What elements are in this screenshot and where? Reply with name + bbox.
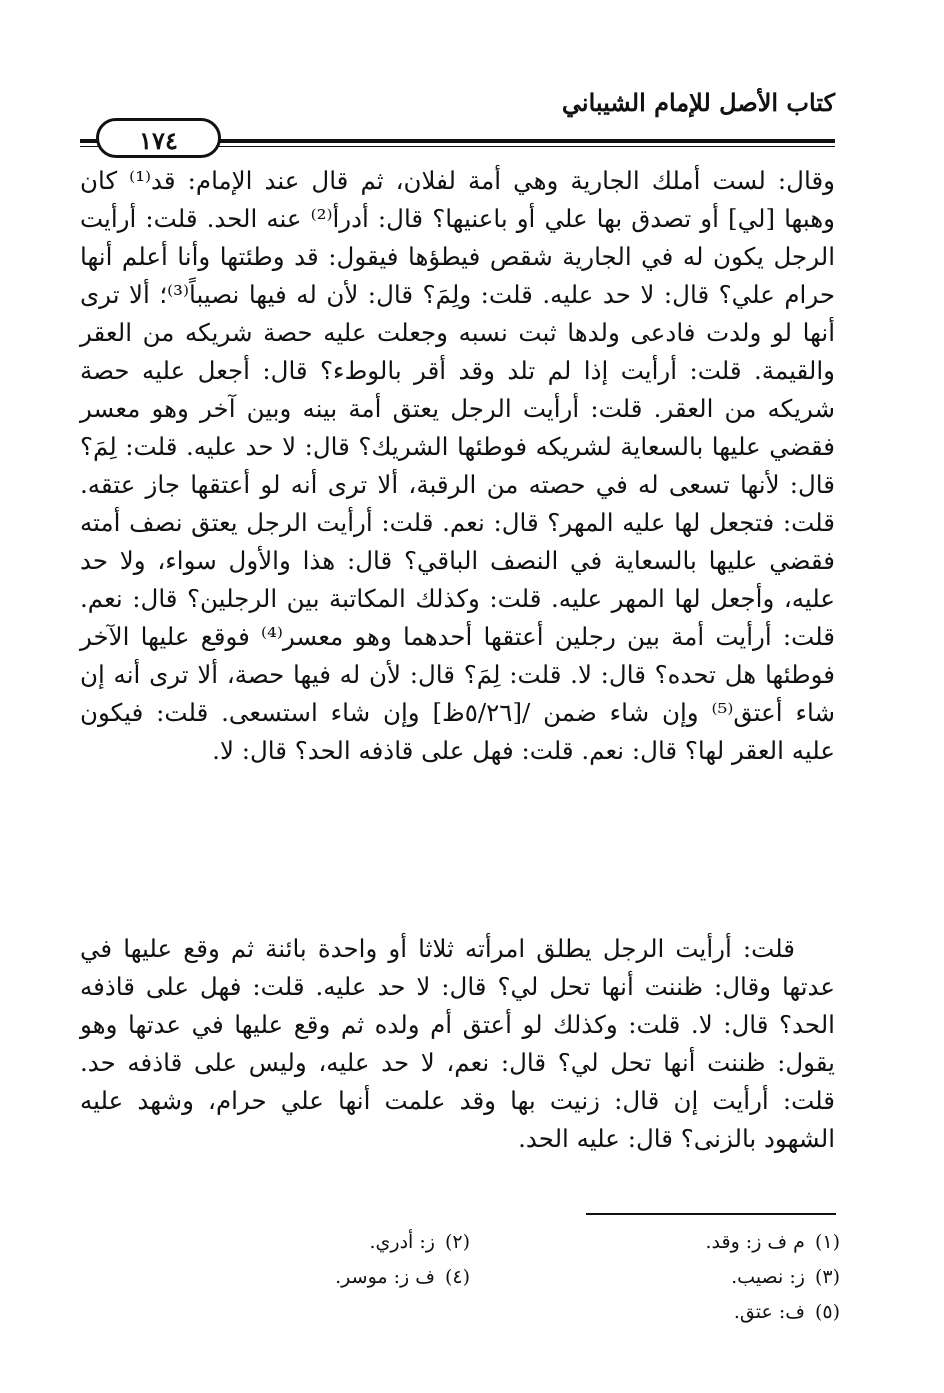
footnote-1 [540, 1225, 840, 1260]
paragraph-2: قلت: أرأيت الرجل يطلق امرأته ثلاثا أو واحدة بائنة ثم وقع عليها في عدتها وقال: ظننت أنها تحل لي؟ قال: لا حد عليه. قلت: فهل على قاذفه الحد؟ قال: لا. قلت: وكذلك لو أعتق أم ولده ثم وقع عليها في عدتها وهو يقول: ظننت أنها تحل لي؟ قال: نعم، لا حد عليه، وليس على قاذفه حد. قلت: أرأيت إن قال: زنيت بها وقد علمت أنها علي حرام، وشهد عليه الشهود بالزنى؟ قال: عليه الحد. [80, 934, 835, 1153]
book-title: كتاب الأصل للإمام الشيباني [561, 88, 835, 117]
page-number: ١٧٤ [96, 118, 221, 158]
footnote-text: ز: نصيب. [731, 1266, 805, 1288]
footnotes-right-column [540, 1225, 840, 1330]
footnote-number: (١) [814, 1231, 840, 1253]
footnote-number: (٣) [814, 1266, 840, 1288]
main-text-block-2 [80, 930, 835, 1158]
footnote-2 [170, 1225, 470, 1260]
paragraph-1: وقال: لست أملك الجارية وهي أمة لفلان، ثم قال عند الإمام: قد⁽¹⁾ كان وهبها [لي] أو تصدق بها علي أو باعنيها؟ قال: أدرأ⁽²⁾ عنه الحد. قلت: أرأيت الرجل يكون له في الجارية شقص فيطؤها فيقول: قد وطئتها وأنا أعلم أنها حرام علي؟ قال: لا حد عليه. قلت: ولِمَ؟ قال: لأن له فيها نصيباً⁽³⁾؛ ألا ترى أنها لو ولدت فادعى ولدها ثبت نسبه وجعلت عليه حصة شريكه من العقر والقيمة. قلت: أرأيت إذا لم تلد وقد أقر بالوطء؟ قال: أجعل عليه حصة شريكه من العقر. قلت: أرأيت الرجل يعتق أمة بينه وبين آخر وهو معسر فقضي عليها بالسعاية لشريكه فوطئها الشريك؟ قال: لا حد عليه. قلت: لِمَ؟ قال: لأنها تسعى له في حصته من الرقبة، ألا ترى أنه لو أعتقها جاز عتقه. قلت: فتجعل لها عليه المهر؟ قال: نعم. قلت: أرأيت الرجل يعتق نصف أمته فقضي عليها بالسعاية في النصف الباقي؟ قال: هذا والأول سواء، ولا حد عليه، وأجعل لها المهر عليه. قلت: وكذلك المكاتبة بين الرجلين؟ قال: نعم. قلت: أرأيت أمة بين رجلين أعتقها أحدهما وهو معسر⁽⁴⁾ فوقع عليها الآخر فوطئها هل تحده؟ قال: لا. قلت: لِمَ؟ قال: لأن له فيها حصة، ألا ترى أنه إن شاء أعتق⁽⁵⁾ وإن شاء ضمن /[٥/٢٦ظ] وإن شاء استسعى. قلت: فيكون عليه العقر لها؟ قال: نعم. قلت: فهل على قاذفه الحد؟ قال: لا. [80, 166, 836, 765]
footnote-text: م ف ز: وقد. [705, 1231, 805, 1253]
footnote-5 [540, 1295, 840, 1330]
footnote-4 [170, 1260, 470, 1295]
main-text-block [80, 162, 835, 770]
footnote-text: ف ز: موسر. [335, 1266, 435, 1288]
footnote-separator [586, 1213, 836, 1215]
footnote-text: ز: أدري. [369, 1231, 435, 1253]
footnote-number: (٥) [814, 1301, 840, 1323]
footnotes-left-column [170, 1225, 470, 1295]
footnote-number: (٤) [444, 1266, 470, 1288]
footnote-number: (٢) [444, 1231, 470, 1253]
footnote-3 [540, 1260, 840, 1295]
footnote-text: ف: عتق. [733, 1301, 805, 1323]
